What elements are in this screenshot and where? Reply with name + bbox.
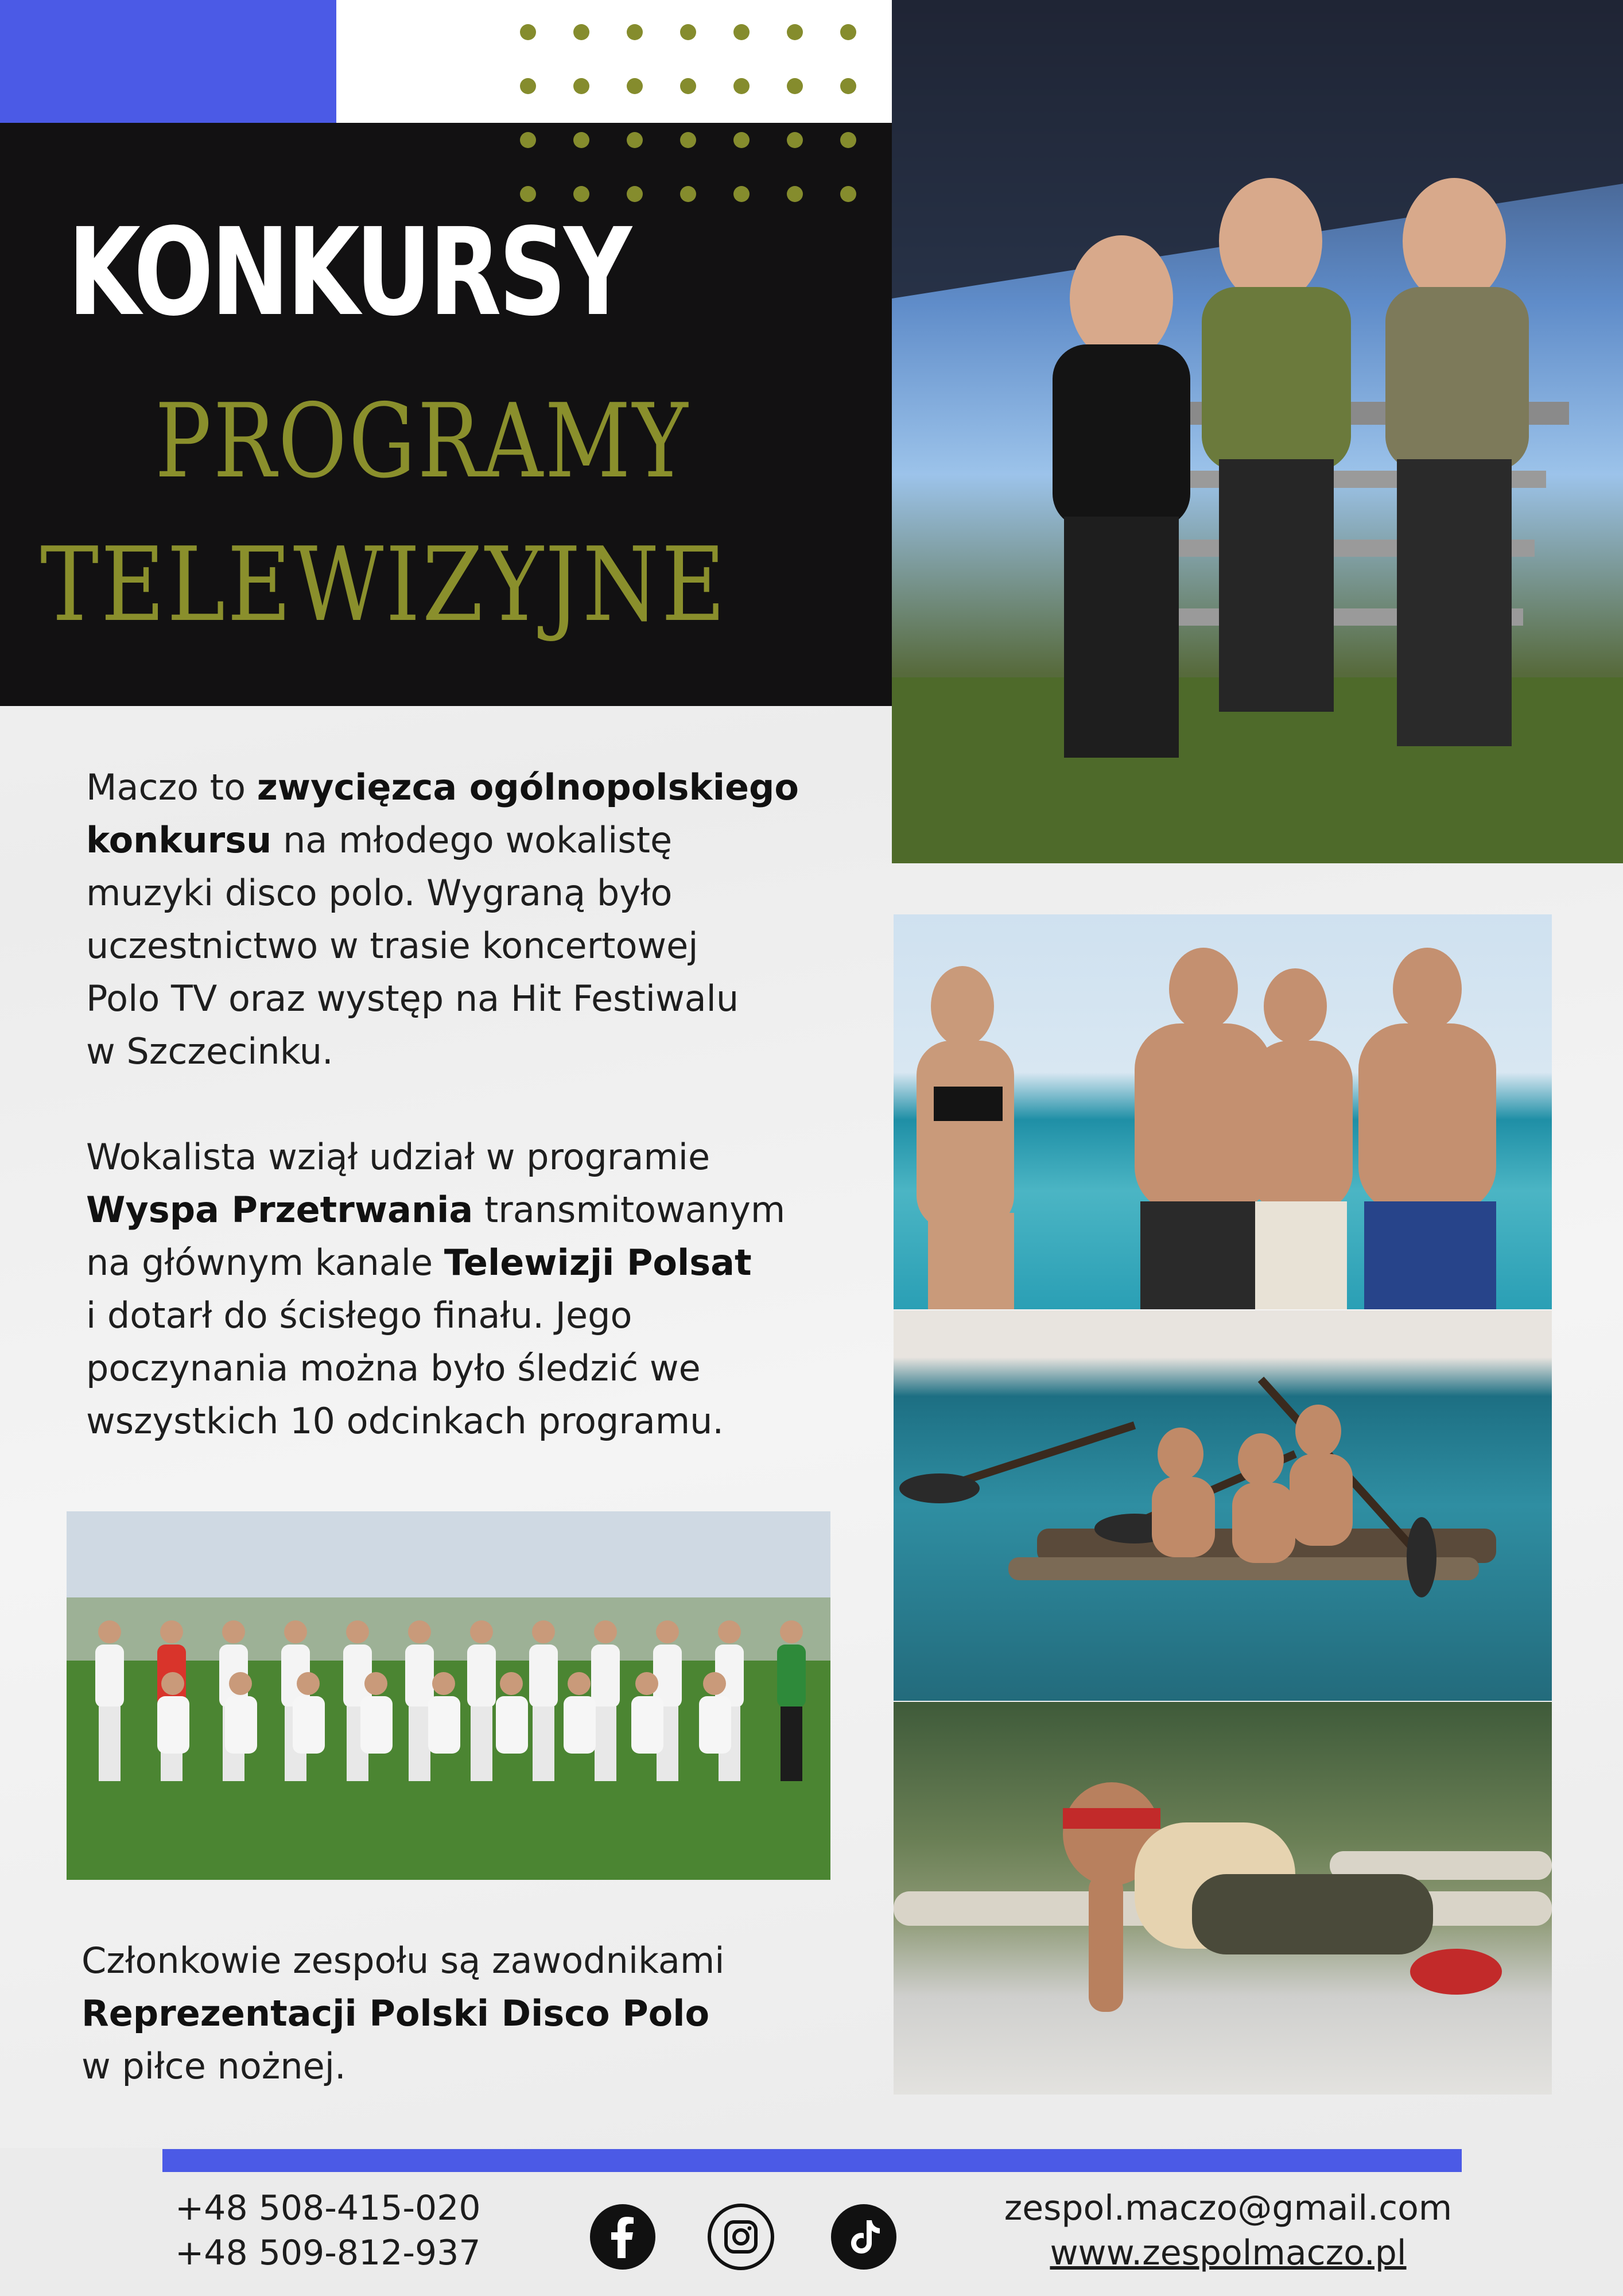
title-programy: PROGRAMY — [155, 382, 690, 501]
paragraph-contest-line-4: uczestnictwo w trasie koncertowej — [86, 925, 698, 967]
decorative-dot — [573, 132, 589, 148]
paragraph-football-line-3: w piłce nożnej. — [81, 2045, 346, 2087]
decorative-dot — [680, 78, 696, 94]
paragraph-tv-line-2: transmitowanym — [473, 1189, 786, 1231]
decorative-dot — [787, 78, 803, 94]
paragraph-tv-line-1: Wokalista wziął udział w programie — [86, 1136, 710, 1178]
paragraph-football-line-1: Członkowie zespołu są zawodnikami — [81, 1940, 725, 1981]
decorative-dot — [840, 24, 856, 40]
paragraph-contest-line-2: na młodego wokalistę — [271, 819, 673, 861]
footer-contact — [999, 2186, 1458, 2275]
decorative-dot — [520, 132, 536, 148]
decorative-dot — [520, 24, 536, 40]
decorative-dot — [733, 186, 750, 202]
decorative-dot — [733, 78, 750, 94]
decorative-dot — [573, 186, 589, 202]
decorative-dot — [840, 78, 856, 94]
paragraph-tv-bold-show: Wyspa Przetrwania — [86, 1189, 473, 1231]
decorative-dot — [680, 132, 696, 148]
dot-pattern — [520, 24, 876, 208]
decorative-dot — [627, 78, 643, 94]
paragraph-tv-bold-channel: Telewizji Polsat — [444, 1242, 752, 1283]
football-team-photo — [67, 1511, 830, 1880]
title-konkursy: KONKURSY — [68, 202, 630, 343]
paragraph-tv-line-4: i dotarł do ścisłego finału. Jego — [86, 1294, 632, 1336]
phone-2[interactable]: +48 509-812-937 — [175, 2233, 481, 2273]
beach-photo — [894, 914, 1552, 1309]
decorative-dot — [680, 24, 696, 40]
footer-accent-bar — [162, 2149, 1462, 2172]
paragraph-contest-line-3: muzyki disco polo. Wygraną było — [86, 872, 673, 914]
decorative-dot — [573, 24, 589, 40]
paragraph-contest-intro: Maczo to — [86, 766, 257, 808]
title-telewizyjne: TELEWIZYJNE — [40, 525, 728, 644]
paragraph-tv-line-6: wszystkich 10 odcinkach programu. — [86, 1400, 724, 1442]
decorative-dot — [787, 132, 803, 148]
decorative-dot — [520, 78, 536, 94]
decorative-dot — [573, 78, 589, 94]
crawl-photo — [894, 1702, 1552, 2095]
decorative-dot — [520, 186, 536, 202]
band-photo — [892, 0, 1623, 863]
tiktok-icon[interactable] — [830, 2203, 898, 2271]
paragraph-contest-line-5: Polo TV oraz występ na Hit Festiwalu — [86, 978, 739, 1019]
paragraph-contest-bold-2: konkursu — [86, 819, 272, 861]
decorative-dot — [787, 24, 803, 40]
decorative-dot — [627, 186, 643, 202]
decorative-dot — [733, 132, 750, 148]
decorative-dot — [627, 132, 643, 148]
footer-phones — [175, 2186, 481, 2275]
decorative-dot — [840, 186, 856, 202]
paragraph-contest-line-6: w Szczecinku. — [86, 1030, 333, 1072]
paragraph-contest — [86, 761, 799, 1078]
paragraph-football — [81, 1934, 724, 2093]
decorative-dot — [840, 132, 856, 148]
decorative-dot — [787, 186, 803, 202]
website-link[interactable]: www.zespolmaczo.pl — [1050, 2233, 1407, 2273]
facebook-icon[interactable] — [589, 2203, 657, 2271]
paragraph-tv-show — [86, 1131, 785, 1448]
decorative-dot — [680, 186, 696, 202]
instagram-icon[interactable] — [707, 2203, 775, 2271]
phone-1[interactable]: +48 508-415-020 — [175, 2188, 481, 2228]
email-link[interactable]: zespol.maczo@gmail.com — [1004, 2188, 1453, 2228]
paragraph-football-bold: Reprezentacji Polski Disco Polo — [81, 1992, 710, 2034]
paragraph-tv-line-3: na głównym kanale — [86, 1242, 444, 1283]
decorative-dot — [627, 24, 643, 40]
decorative-dot — [733, 24, 750, 40]
raft-photo — [894, 1310, 1552, 1701]
paragraph-contest-bold-1: zwycięzca ogólnopolskiego — [257, 766, 799, 808]
paragraph-tv-line-5: poczynania można było śledzić we — [86, 1347, 701, 1389]
